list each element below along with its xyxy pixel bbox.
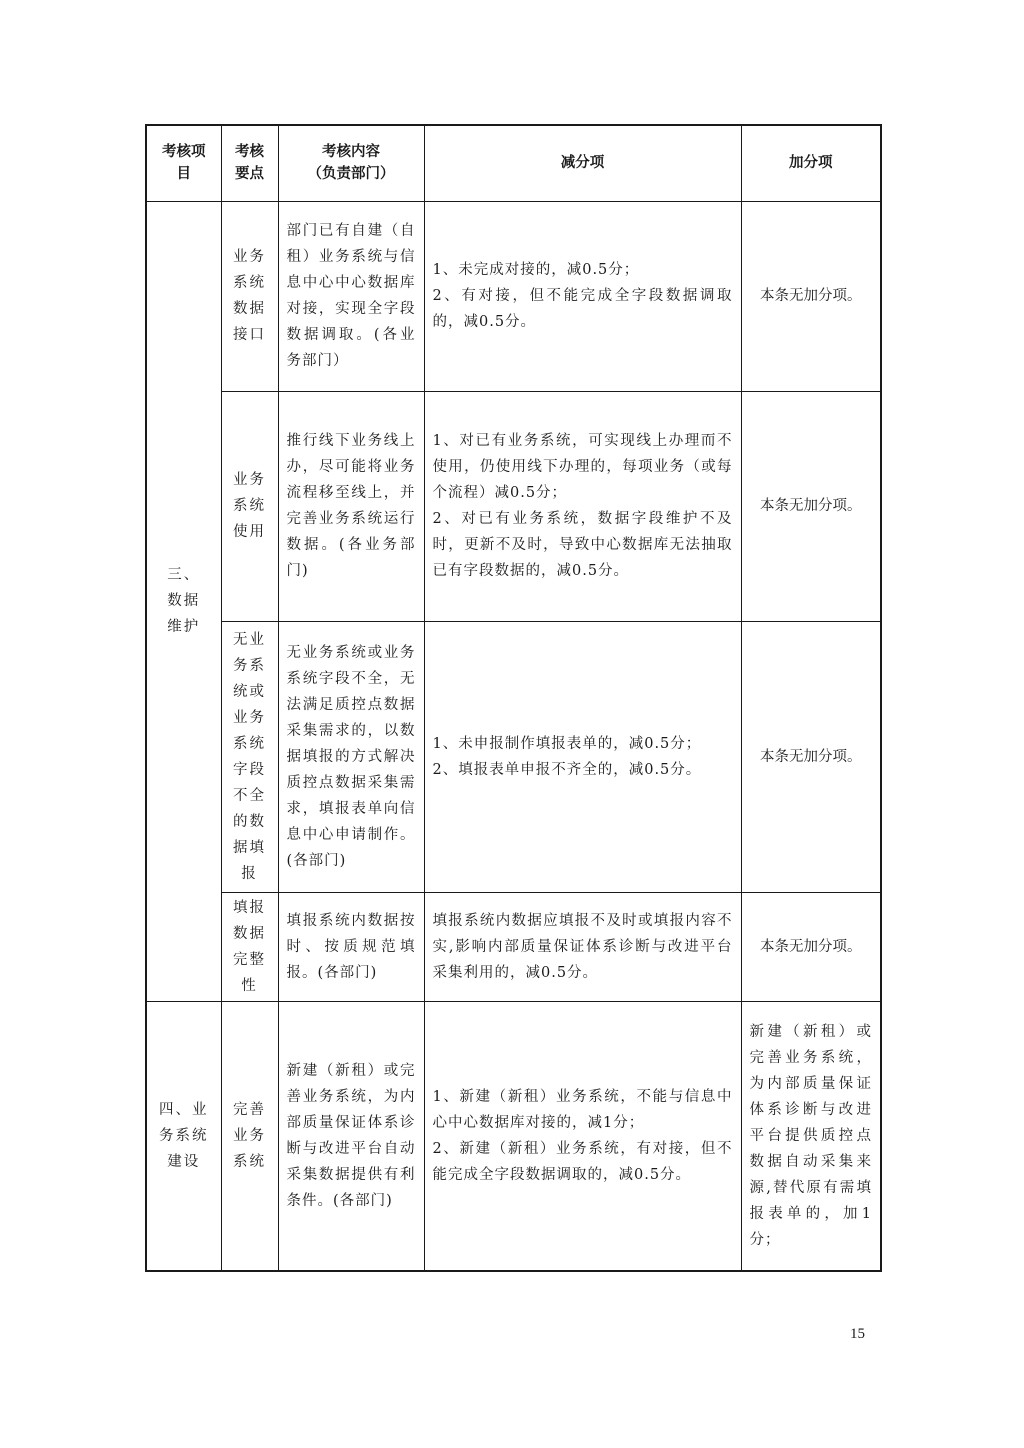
content-cell: 无业务系统或业务系统字段不全，无法满足质控点数据采集需求的，以数据填报的方式解决质控点数据采集需求，填报表单向信息中心申请制作。(各部门) [278, 621, 424, 892]
deduct-cell: 1、未完成对接的，减0.5分； 2、有对接，但不能完成全字段数据调取的，减0.5分。 [424, 201, 741, 391]
table-row [146, 892, 881, 1001]
table-row [146, 621, 881, 892]
deduct-cell: 填报系统内数据应填报不及时或填报内容不实,影响内部质量保证体系诊断与改进平台采集利用的，减0.5分。 [424, 892, 741, 1001]
bonus-cell: 本条无加分项。 [741, 892, 881, 1001]
header-deduct: 减分项 [424, 125, 741, 201]
bonus-cell: 本条无加分项。 [741, 201, 881, 391]
point-cell: 完善业务系统 [221, 1001, 278, 1271]
table-row [146, 201, 881, 391]
header-content: 考核内容 （负责部门） [278, 125, 424, 201]
content-cell: 填报系统内数据按时、按质规范填报。(各部门) [278, 892, 424, 1001]
bonus-cell: 新建（新租）或完善业务系统，为内部质量保证体系诊断与改进平台提供质控点数据自动采集来源,替代原有需填报表单的，加1分； [741, 1001, 881, 1271]
page-number: 15 [850, 1326, 865, 1342]
content-cell: 新建（新租）或完善业务系统，为内部质量保证体系诊断与改进平台自动采集数据提供有利条件。(各部门) [278, 1001, 424, 1271]
header-point: 考核要点 [221, 125, 278, 201]
table-row [146, 391, 881, 621]
assessment-table [145, 124, 882, 1272]
bonus-cell: 本条无加分项。 [741, 391, 881, 621]
deduct-cell: 1、新建（新租）业务系统，不能与信息中心中心数据库对接的，减1分； 2、新建（新租）业务系统，有对接，但不能完成全字段数据调取的，减0.5分。 [424, 1001, 741, 1271]
group-item-cell: 四、业务系统建设 [146, 1001, 221, 1271]
deduct-cell: 1、未申报制作填报表单的，减0.5分； 2、填报表单申报不齐全的，减0.5分。 [424, 621, 741, 892]
bonus-cell: 本条无加分项。 [741, 621, 881, 892]
point-cell: 业务系统数据接口 [221, 201, 278, 391]
table-row [146, 1001, 881, 1271]
header-row [146, 125, 881, 201]
point-cell: 无业务系统或业务系统字段不全的数据填报 [221, 621, 278, 892]
content-cell: 部门已有自建（自租）业务系统与信息中心中心数据库对接，实现全字段数据调取。(各业务部门） [278, 201, 424, 391]
point-cell: 业务系统使用 [221, 391, 278, 621]
header-bonus: 加分项 [741, 125, 881, 201]
deduct-cell: 1、对已有业务系统，可实现线上办理而不使用，仍使用线下办理的，每项业务（或每个流程）减0.5分； 2、对已有业务系统，数据字段维护不及时，更新不及时，导致中心数据库无法抽取已有字段数据的，减0.5分。 [424, 391, 741, 621]
content-cell: 推行线下业务线上办，尽可能将业务流程移至线上，并完善业务系统运行数据。(各业务部门) [278, 391, 424, 621]
group-item-cell: 三、数据维护 [146, 201, 221, 1001]
header-item: 考核项目 [146, 125, 221, 201]
point-cell: 填报数据完整性 [221, 892, 278, 1001]
